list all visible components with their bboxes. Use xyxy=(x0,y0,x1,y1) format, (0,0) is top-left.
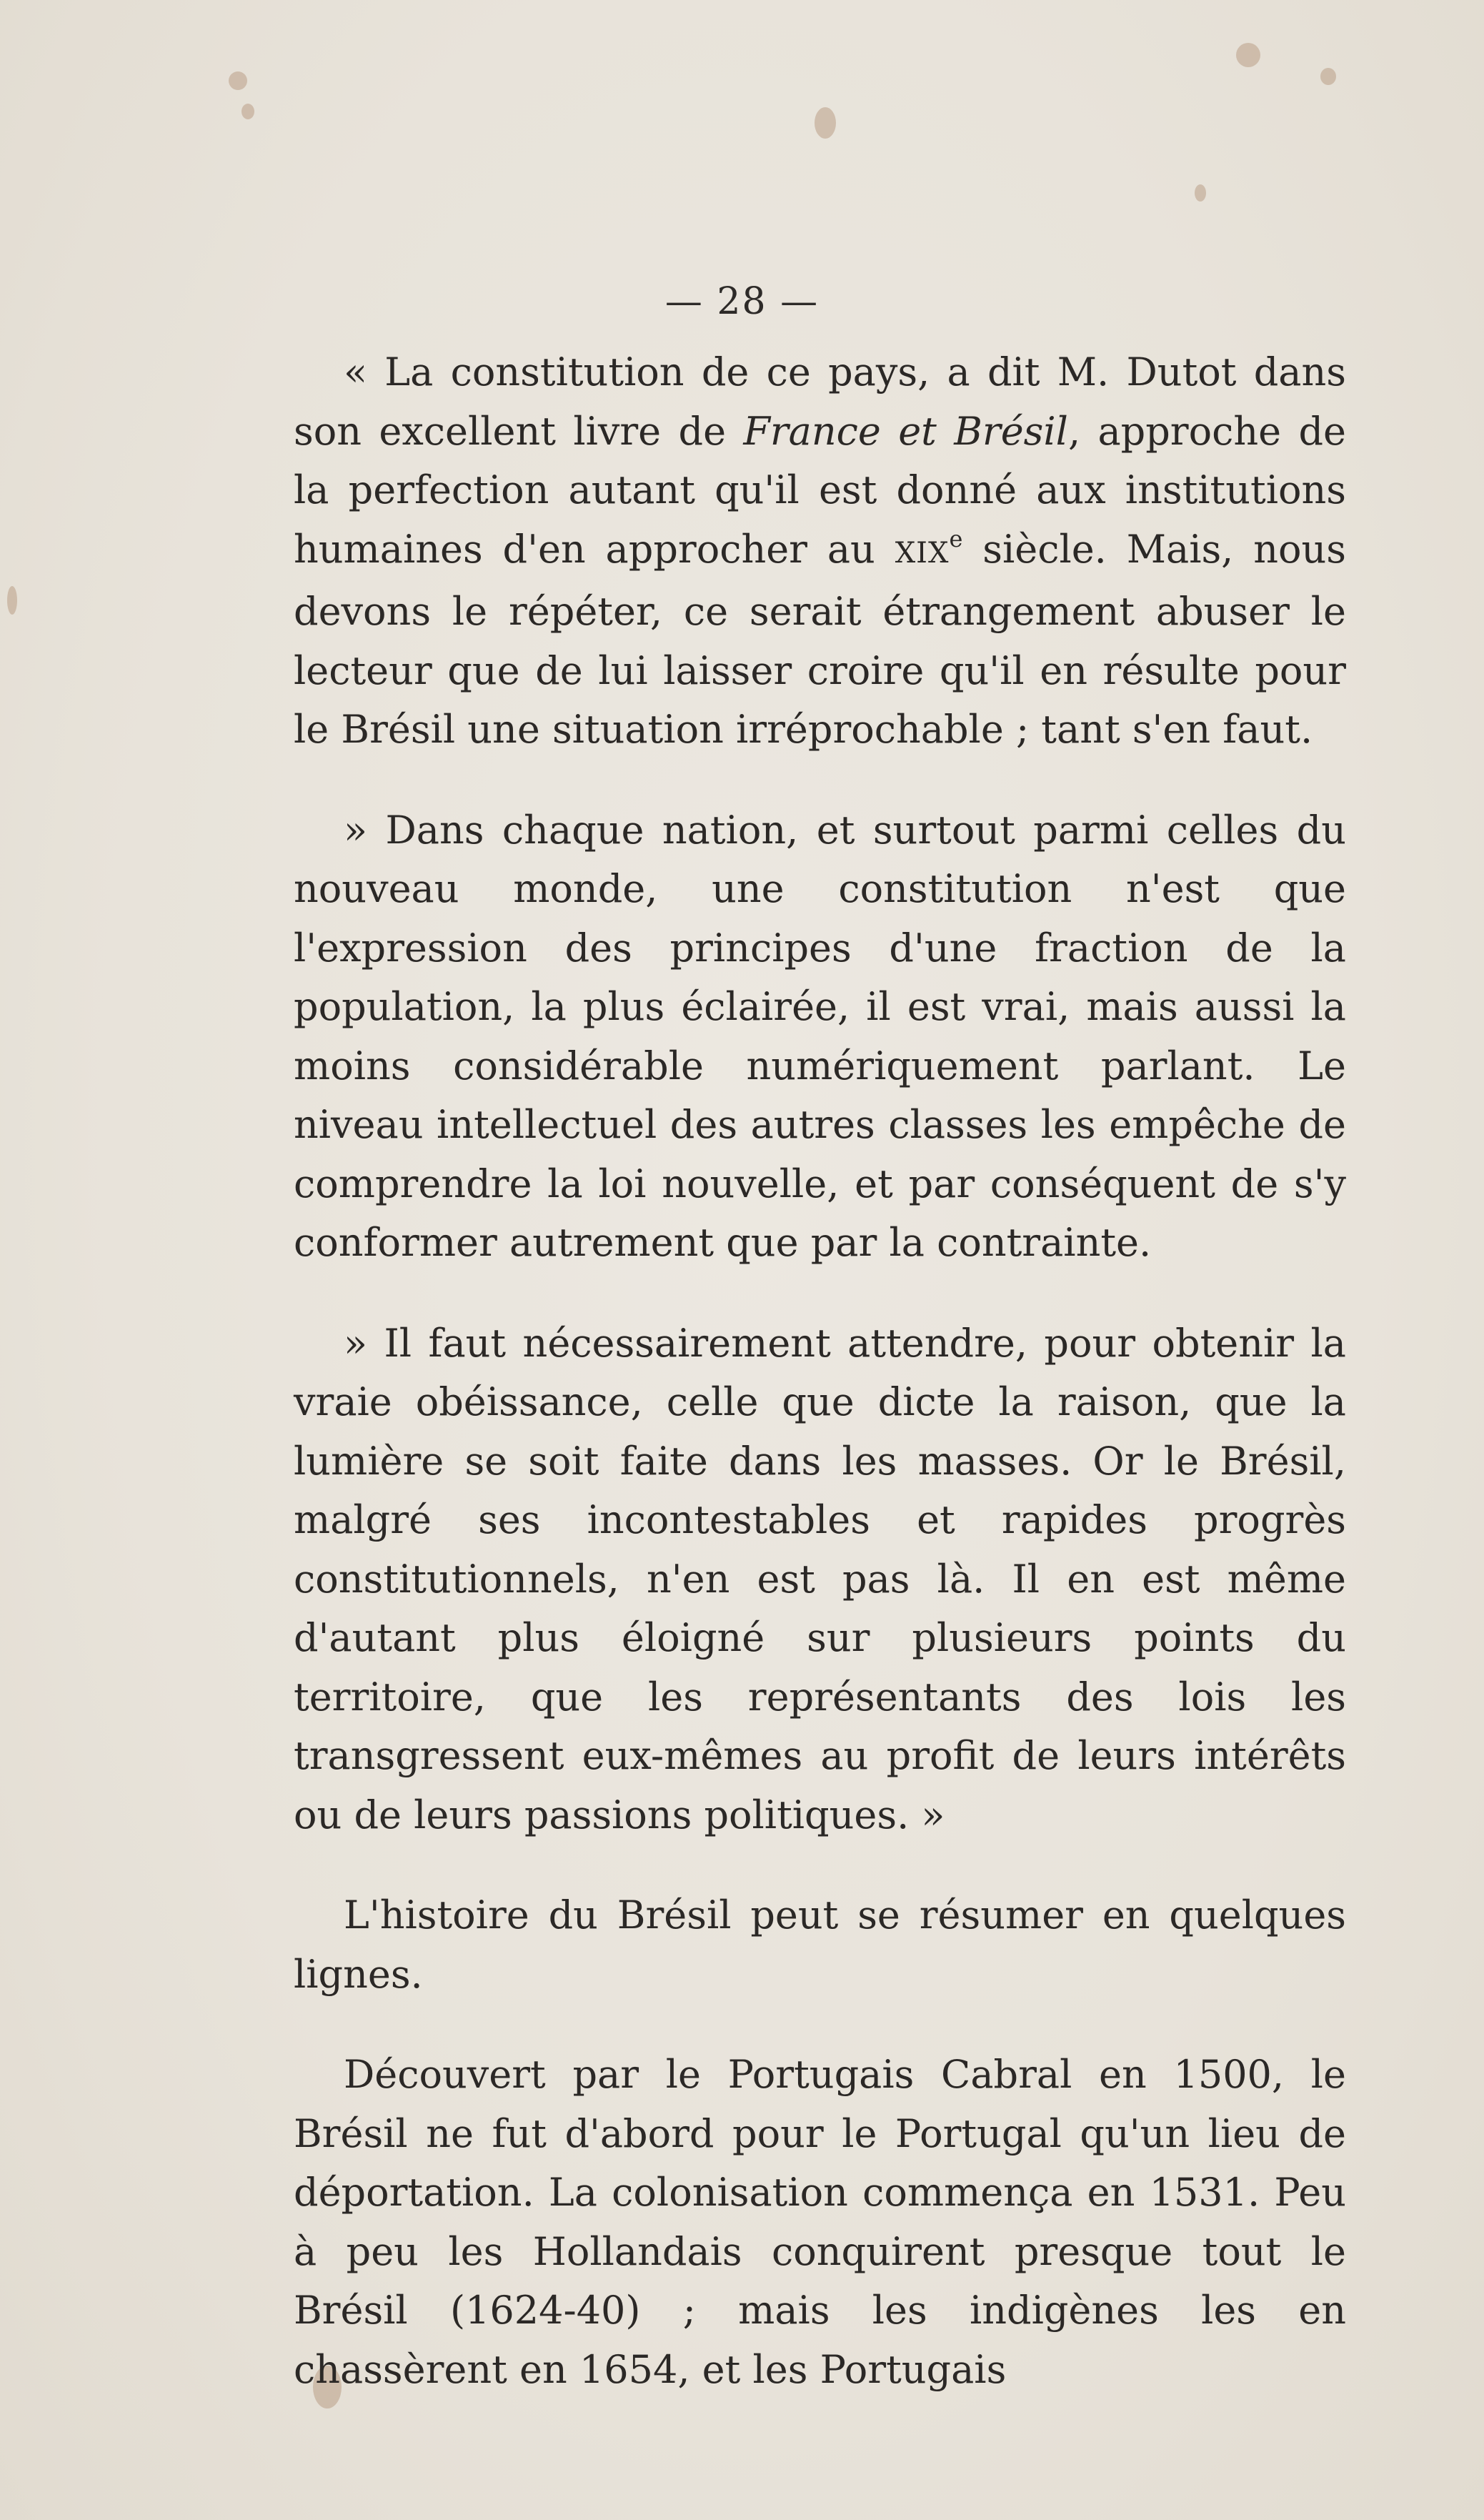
paragraph xyxy=(294,2045,1346,2399)
foxing-stain xyxy=(1320,68,1336,85)
page-number: — 28 — xyxy=(664,280,820,323)
paragraph xyxy=(294,1886,1346,2004)
foxing-stain xyxy=(815,107,836,139)
text-run: siècle. Mais, nous devons le répéter, ce serait étrangement abuser le lecteur que de lui laisser croire qu'il en résulte pour le Brésil une situation irréprochable ; tant s'en faut. xyxy=(294,526,1346,752)
century-numeral: XIX xyxy=(895,536,950,570)
foxing-stain xyxy=(229,71,247,90)
foxing-stain xyxy=(1236,43,1260,67)
text-run: , approche de la perfection autant qu'il est donné aux institutions humaines d'en approcher au xyxy=(294,408,1346,572)
text-run: » Il faut nécessairement attendre, pour obtenir la vraie obéissance, celle que dicte la raison, que la lumière se soit faite dans les masses. Or le Brésil, malgré ses incontestables et rapides progrès constitutionnels, n'en est pas là. Il en est même d'autant plus éloigné sur plusieurs points du territoire, que les représentants des lois les transgressent eux-mêmes au profit de leurs intérêts ou de leurs passions politiques. » xyxy=(294,1320,1346,1837)
paragraph xyxy=(294,801,1346,1273)
paragraph xyxy=(294,343,1346,760)
text-run: Découvert par le Portugais Cabral en 1500, le Brésil ne fut d'abord pour le Portugal qu'un lieu de déportation. La colonisation commença en 1531. Peu à peu les Hollandais conquirent presque tout le Brésil (1624-40) ; mais les indigènes les en chassèrent en 1654, et les Portugais xyxy=(294,2052,1346,2392)
text-run: L'histoire du Brésil peut se résumer en quelques lignes. xyxy=(294,1893,1346,1997)
superscript: e xyxy=(949,525,963,552)
text-run: » Dans chaque nation, et surtout parmi celles du nouveau monde, une constitution n'est que l'expression des principes d'une fraction de la population, la plus éclairée, il est vrai, mais aussi la moins considérable numériquement parlant. Le niveau intellectuel des autres classes les empêche de comprendre la loi nouvelle, et par conséquent de s'y conformer autrement que par la contrainte. xyxy=(294,807,1346,1265)
foxing-stain xyxy=(7,586,17,615)
paragraph xyxy=(294,1314,1346,1845)
foxing-stain xyxy=(1195,184,1206,202)
text-run: « La constitution de ce pays, a dit M. Dutot dans son excellent livre de xyxy=(294,349,1346,454)
book-title: France et Brésil xyxy=(743,408,1068,454)
body-text xyxy=(294,343,1346,2399)
foxing-stain xyxy=(241,104,254,119)
